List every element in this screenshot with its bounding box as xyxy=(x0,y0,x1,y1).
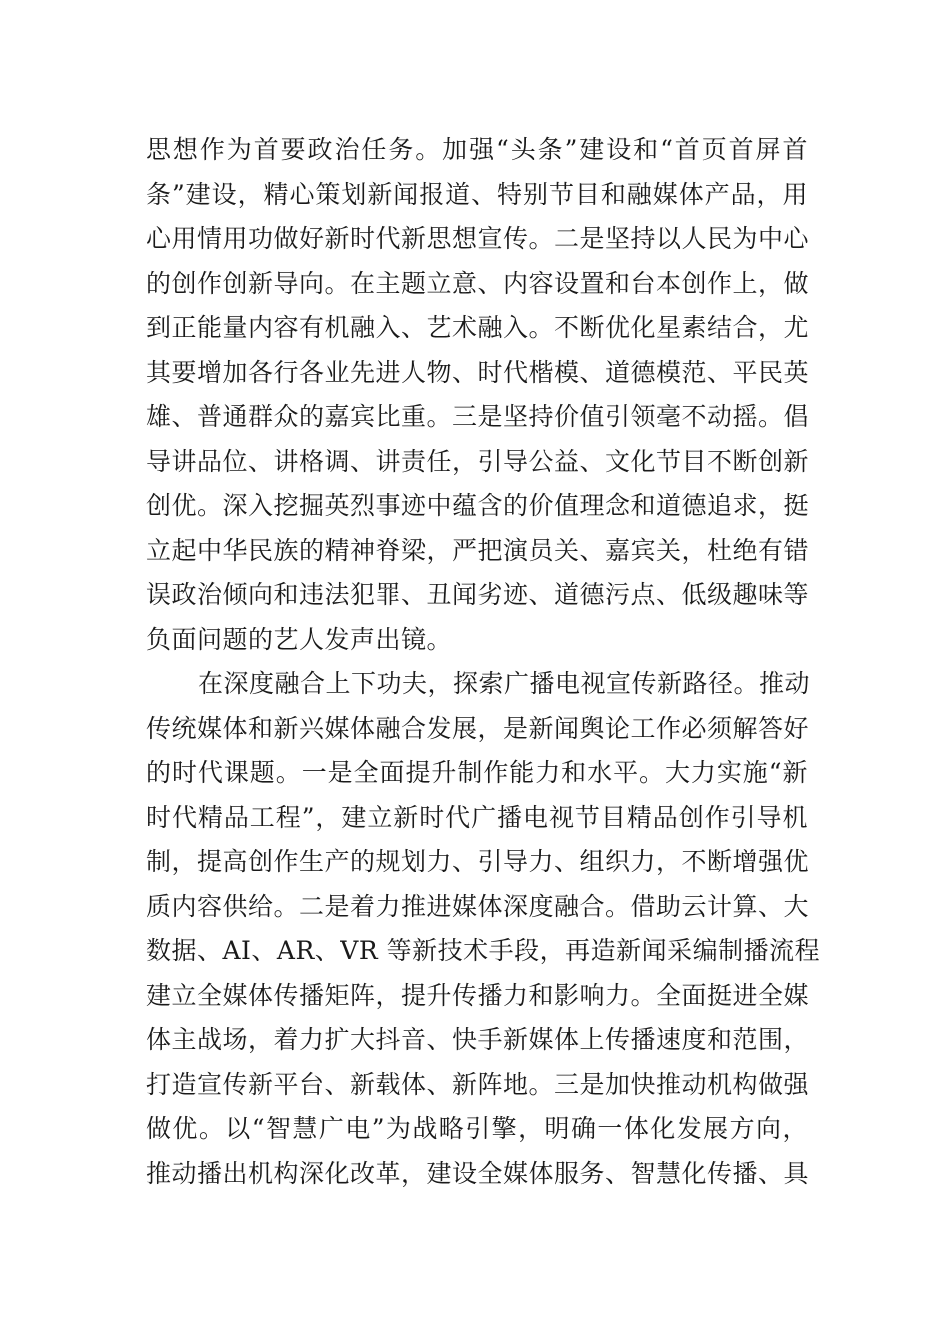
text-line xyxy=(146,217,808,262)
paragraph-1-line-9: 创优。深入挖掘英烈事迹中蕴含的价值理念和道德追求，挺 xyxy=(146,491,810,520)
text-line xyxy=(146,751,808,796)
paragraph-2-line-1: 在深度融合上下功夫，探索广播电视宣传新路径。推动 xyxy=(198,669,811,698)
text-line xyxy=(146,1063,808,1108)
text-line xyxy=(146,618,808,663)
text-line xyxy=(146,128,808,173)
paragraph-1-line-10: 立起中华民族的精神脊梁，严把演员关、嘉宾关，杜绝有错 xyxy=(146,535,810,565)
text-line xyxy=(146,1018,808,1063)
paragraph-1-line-8: 导讲品位、讲格调、讲责任，引导公益、文化节目不断创新 xyxy=(146,446,810,476)
text-line xyxy=(146,573,808,618)
paragraph-1-line-7: 雄、普通群众的嘉宾比重。三是坚持价值引领毫不动摇。倡 xyxy=(146,402,810,431)
paragraph-2-line-9: 体主战场，着力扩大抖音、快手新媒体上传播速度和范围， xyxy=(146,1025,810,1054)
paragraph-1-line-5: 到正能量内容有机融入、艺术融入。不断优化星素结合，尤 xyxy=(146,313,810,342)
paragraph-2-line-11: 做优。以“智慧广电”为战略引擎，明确一体化发展方向， xyxy=(146,1114,808,1143)
paragraph-2-line-2: 传统媒体和新兴媒体融合发展，是新闻舆论工作必须解答好 xyxy=(146,713,810,743)
text-line xyxy=(146,529,808,574)
paragraph-1-line-2: 条”建设，精心策划新闻报道、特别节目和融媒体产品，用 xyxy=(146,179,808,209)
text-line xyxy=(146,1152,808,1197)
text-line xyxy=(146,929,821,974)
text-line xyxy=(146,840,808,885)
text-line xyxy=(146,262,808,307)
text-line xyxy=(146,707,808,752)
paragraph-1-line-4: 的创作创新导向。在主题立意、内容设置和台本创作上，做 xyxy=(146,268,810,298)
text-line xyxy=(146,351,808,396)
text-line xyxy=(146,395,808,440)
paragraph-2-line-8: 建立全媒体传播矩阵，提升传播力和影响力。全面挺进全媒 xyxy=(146,980,810,1010)
paragraph-1-line-12: 负面问题的艺人发声出镜。 xyxy=(146,624,453,654)
text-line xyxy=(146,306,808,351)
paragraph-2-line-10: 打造宣传新平台、新载体、新阵地。三是加快推动机构做强 xyxy=(146,1069,810,1099)
paragraph-2-line-7: 数据、AI、AR、VR 等新技术手段，再造新闻采编制播流程 xyxy=(146,936,821,965)
text-line xyxy=(146,885,808,930)
paragraph-2-line-6: 质内容供给。二是着力推进媒体深度融合。借助云计算、大 xyxy=(146,891,810,921)
paragraph-2-line-4: 时代精品工程”，建立新时代广播电视节目精品创作引导机 xyxy=(146,802,808,832)
text-line xyxy=(146,484,808,529)
text-line xyxy=(146,796,808,841)
text-line xyxy=(146,440,808,485)
paragraph-1-line-11: 误政治倾向和违法犯罪、丑闻劣迹、道德污点、低级趣味等 xyxy=(146,580,810,609)
text-line xyxy=(146,1107,808,1152)
body-text xyxy=(146,128,821,1196)
paragraph-1-line-3: 心用情用功做好新时代新思想宣传。二是坚持以人民为中心 xyxy=(146,224,810,253)
paragraph-1-line-1: 思想作为首要政治任务。加强“头条”建设和“首页首屏首 xyxy=(146,135,808,164)
text-line xyxy=(146,974,808,1019)
text-line xyxy=(146,173,808,218)
paragraph-2-line-5: 制，提高创作生产的规划力、引导力、组织力，不断增强优 xyxy=(146,847,810,876)
text-line xyxy=(146,662,811,707)
paragraph-2-line-3: 的时代课题。一是全面提升制作能力和水平。大力实施“新 xyxy=(146,758,808,787)
paragraph-2-line-12: 推动播出机构深化改革，建设全媒体服务、智慧化传播、具 xyxy=(146,1158,810,1188)
paragraph-1-line-6: 其要增加各行各业先进人物、时代楷模、道德模范、平民英 xyxy=(146,357,810,387)
